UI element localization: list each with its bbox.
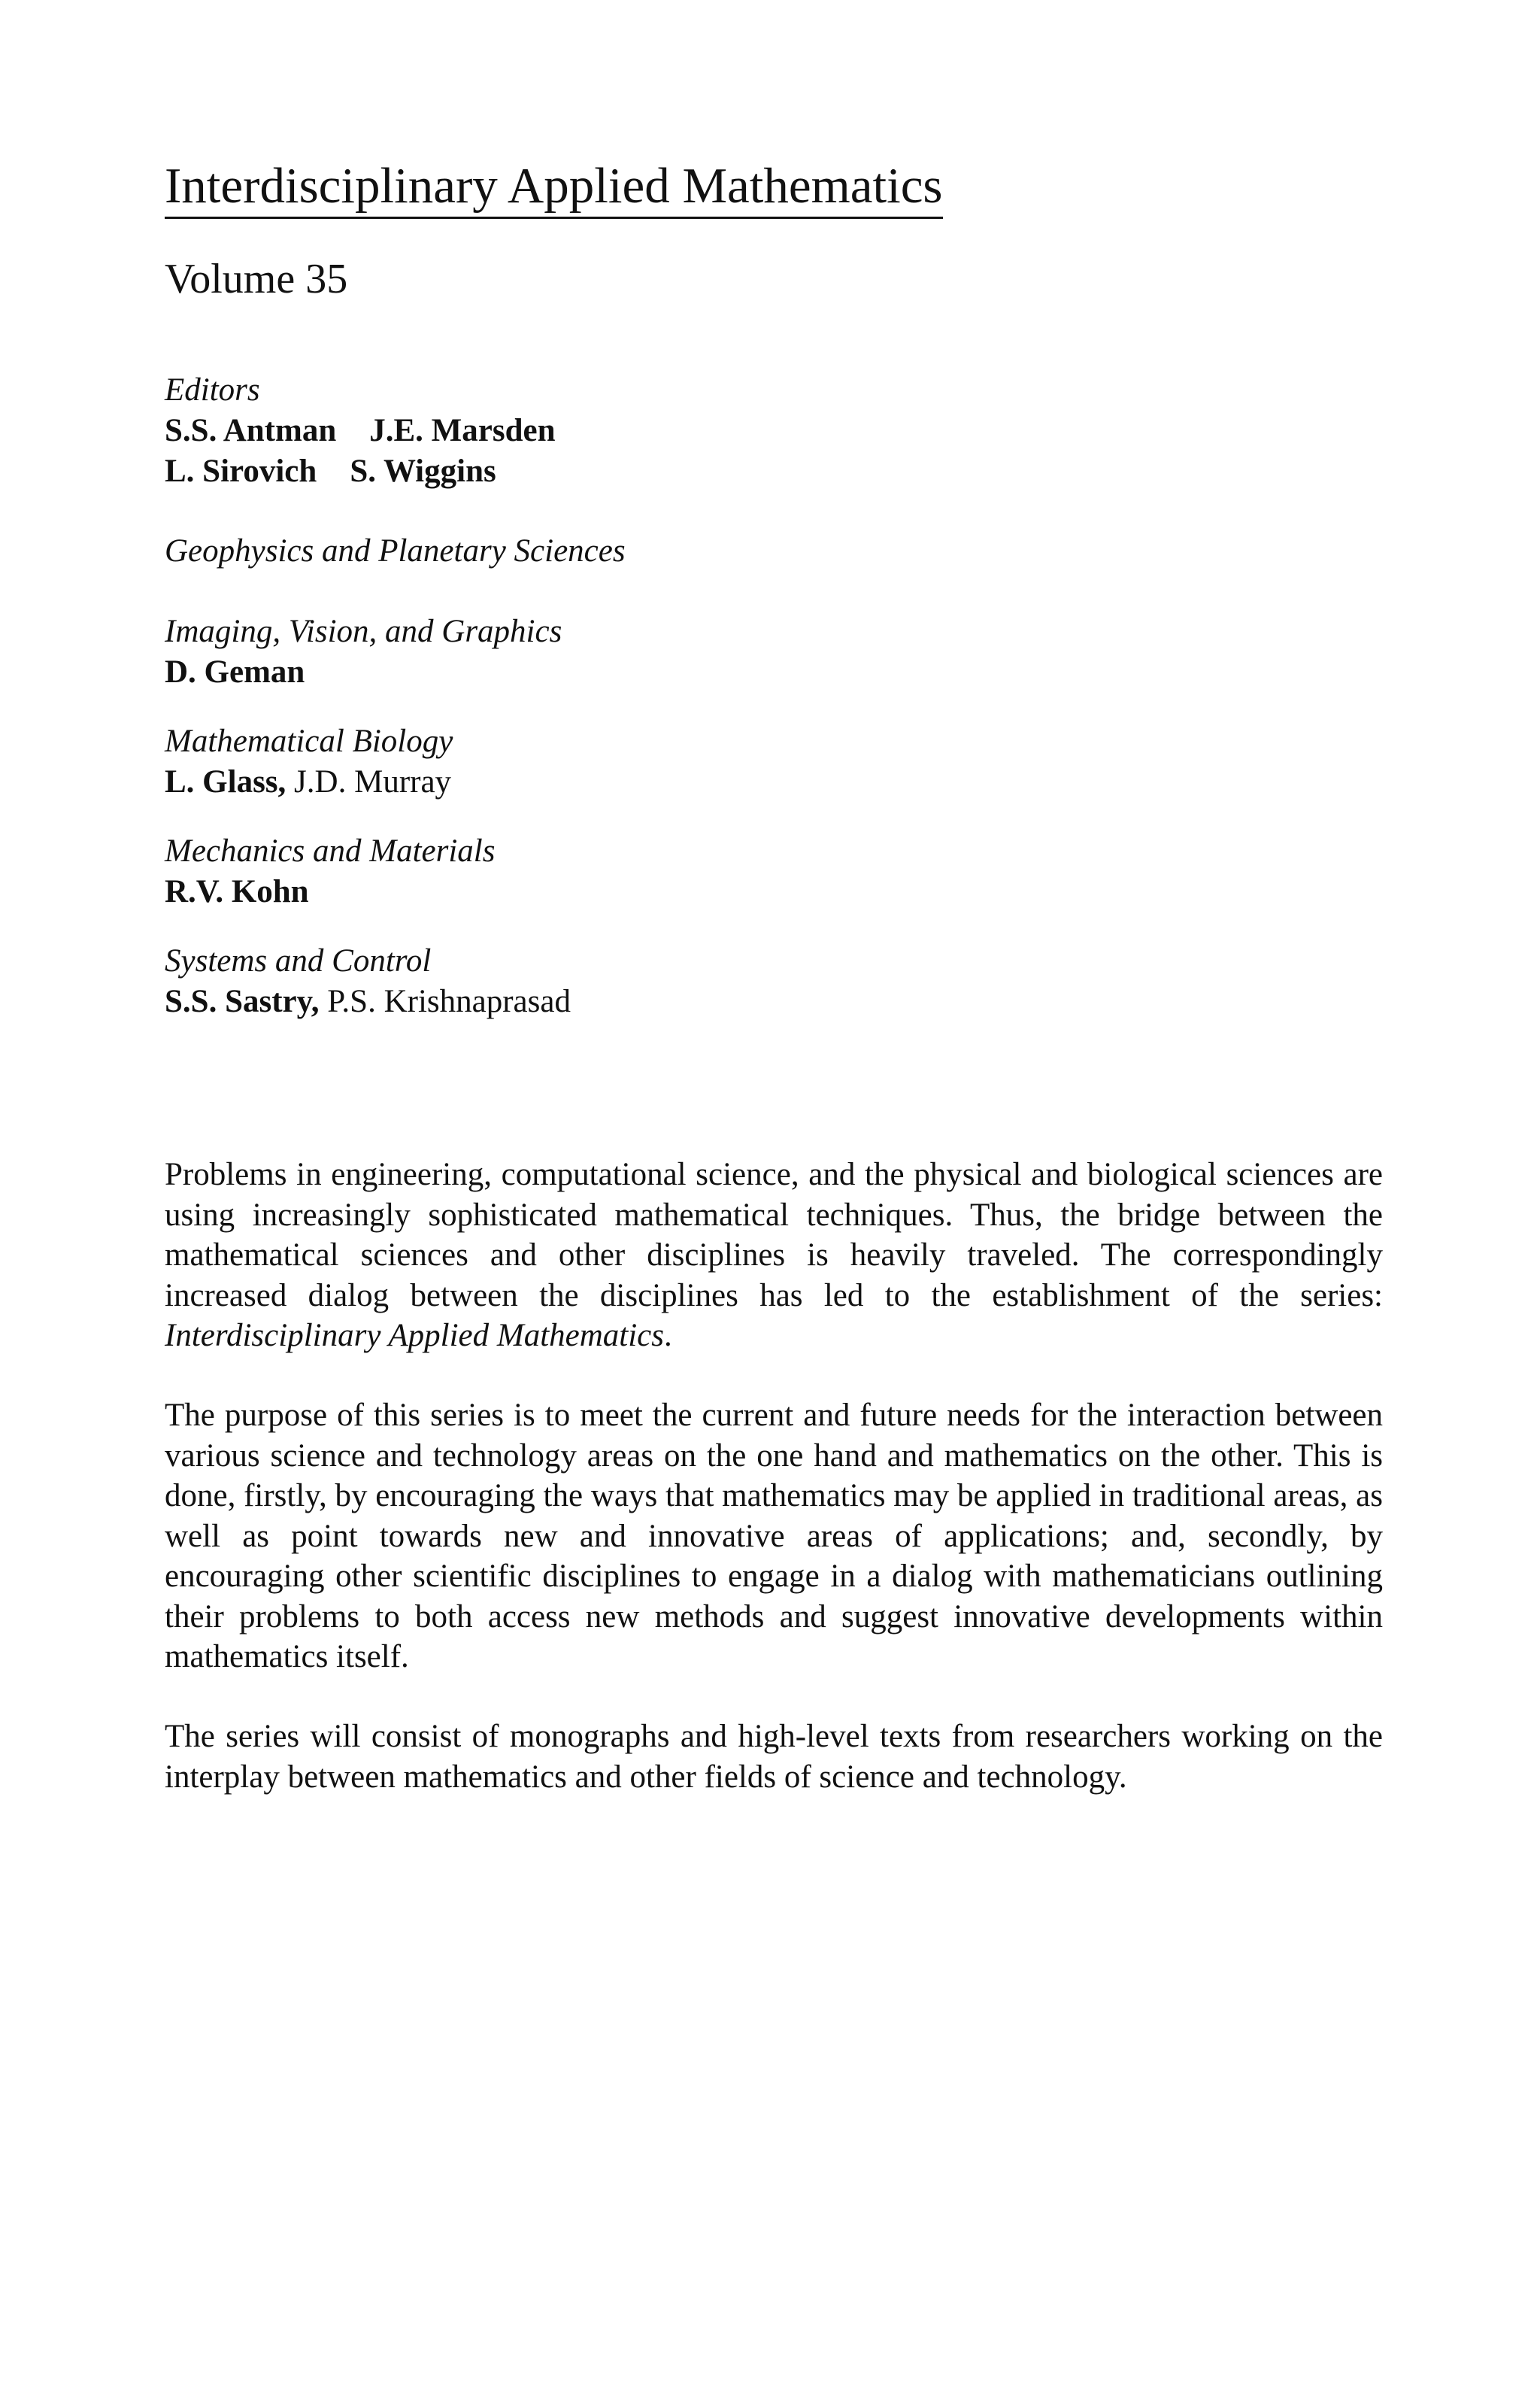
series-name-italic: Interdisciplinary Applied Mathematics xyxy=(165,1318,665,1353)
area-editor-others: P.S. Krishnaprasad xyxy=(319,984,571,1019)
editor-name: S. Wiggins xyxy=(350,454,496,489)
area-systems xyxy=(165,941,571,1022)
area-editor-primary: D. Geman xyxy=(165,654,305,690)
area-editors xyxy=(165,652,562,693)
description-paragraph-1 xyxy=(165,1155,1383,1356)
area-editor-others: J.D. Murray xyxy=(286,764,452,800)
area-editor-primary: S.S. Sastry, xyxy=(165,984,320,1019)
description-paragraph-2: The purpose of this series is to meet the current and future needs for the interaction between various science and technology areas on the one hand and mathematics on the other. This is done, firstly, by encouraging the ways that mathematics may be applied in traditional areas, as well as point towards new and innovative areas of applications; and, secondly, by encouraging other scientific disciplines to engage in a dialog with mathematicians outlining their problems to both access new methods and suggest innovative developments within mathematics itself. xyxy=(165,1398,1383,1674)
area-name: Imaging, Vision, and Graphics xyxy=(165,614,562,649)
description-paragraph-3: The series will consist of monographs and high-level texts from researchers working on the interplay between mathematics and other fields of science and technology. xyxy=(165,1719,1383,1795)
editor-name: L. Sirovich xyxy=(165,454,317,489)
editors-heading: Editors xyxy=(165,372,260,408)
area-biology xyxy=(165,721,453,803)
area-name: Mathematical Biology xyxy=(165,724,453,759)
area-name: Systems and Control xyxy=(165,943,432,979)
area-editors xyxy=(165,982,571,1022)
area-imaging xyxy=(165,612,562,693)
area-mechanics xyxy=(165,831,495,912)
area-editor-primary: L. Glass, xyxy=(165,764,286,800)
paragraph-end: . xyxy=(664,1318,672,1353)
paragraph-text: Problems in engineering, computational science, and the physical and biological sciences are using increasingly sophisticated mathematical techniques. Thus, the bridge between the mathematical sciences and other disciplines is heavily traveled. The correspondingly increased dialog between the disciplines has led to the establishment of the series: xyxy=(165,1157,1383,1313)
area-name: Mechanics and Materials xyxy=(165,833,496,869)
volume-number: Volume 35 xyxy=(165,256,348,302)
editor-name: S.S. Antman xyxy=(165,413,337,448)
editor-name: J.E. Marsden xyxy=(369,413,556,448)
area-editor-primary: R.V. Kohn xyxy=(165,874,309,909)
area-editors xyxy=(165,872,495,912)
area-name: Geophysics and Planetary Sciences xyxy=(165,533,626,569)
editors-row-2 xyxy=(165,451,555,492)
series-title: Interdisciplinary Applied Mathematics xyxy=(165,156,943,219)
editors-block xyxy=(165,370,555,492)
area-editors xyxy=(165,762,453,803)
area-geophysics xyxy=(165,531,626,572)
editors-row-1 xyxy=(165,411,555,451)
